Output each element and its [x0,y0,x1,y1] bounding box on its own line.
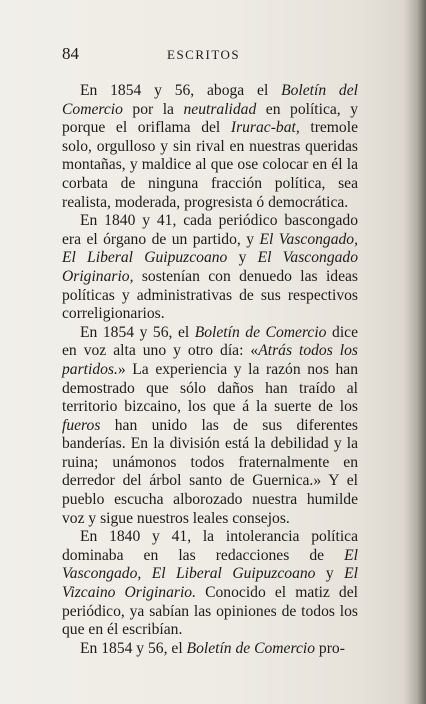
italic-run: El Vascongado Originario, [62,249,359,285]
text-run: En 1854 y 56, el [80,323,195,341]
running-head: ESCRITOS [167,47,241,62]
italic-run: Boletín del Comercio [62,82,358,118]
text-run: y [227,249,258,267]
text-run: y [315,565,345,583]
text-run: por la [122,100,184,118]
page-number: 84 [62,44,79,63]
text-run: En 1840 y 41, cada periódico bascongado era el órgano de un partido, y [62,212,358,248]
paragraph-5 [62,640,358,659]
text-run: pro- [315,639,345,657]
italic-run: Boletín de Comercio [186,639,316,657]
text-run: En 1840 y 41, la intolerancia política dominaba en las redacciones de [62,528,358,564]
page-gutter-shadow [404,0,426,704]
italic-run: El Vizcaino Originario. [62,565,358,602]
text-run: En 1854 y 56, el [80,639,187,657]
italic-run: fueros [62,416,101,434]
text-run: Conocido el matiz del periódico, ya sabían las opiniones de todos los que en él escribían. [62,584,358,639]
body-text [62,82,358,658]
text-run: sostenían con denuedo las ideas políticas y administrativas de sus respectivos correligionarios. [62,267,358,323]
text-run: dice en voz alta uno y otro día: « [62,323,358,360]
italic-run: Atrás todos los partidos. [62,342,358,378]
text-run: han unido las de sus diferentes banderías. En la división está la debilidad y la ruina; unámonos todos fraternalmente en derredor del árbol santo de Guernica.» Y el pueblo escucha alborozado nuestra humilde voz y sigue nuestros leales consejos. [62,416,358,527]
text-run: tremole solo, orgulloso y sin rival en nuestras queridas montañas, y maldice al que ose colocar en él la corbata de ninguna fracción política, sea realista, moderada, progresista ó democrática. [62,119,358,211]
italic-run: neutralidad [183,100,257,118]
text-run: » La experiencia y la razón nos han demostrado que sólo daños han traído al territorio bizcaino, los que á la suerte de los [62,360,358,416]
italic-run: Irurac-bat, [230,119,300,137]
text-run: En 1854 y 56, aboga el [80,82,282,99]
italic-run: El Vascongado, El Liberal Guipuzcoano [62,230,358,267]
italic-run: Boletín de Comercio [194,323,327,341]
paragraph-4 [62,528,358,640]
italic-run: El Vascongado, El Liberal Guipuzcoano [62,546,358,583]
paragraph-1 [62,82,358,212]
paragraph-2 [62,212,358,324]
page-header [62,44,362,64]
paragraph-3 [62,324,358,529]
text-run: en política, y porque el oriflama del [62,100,358,137]
